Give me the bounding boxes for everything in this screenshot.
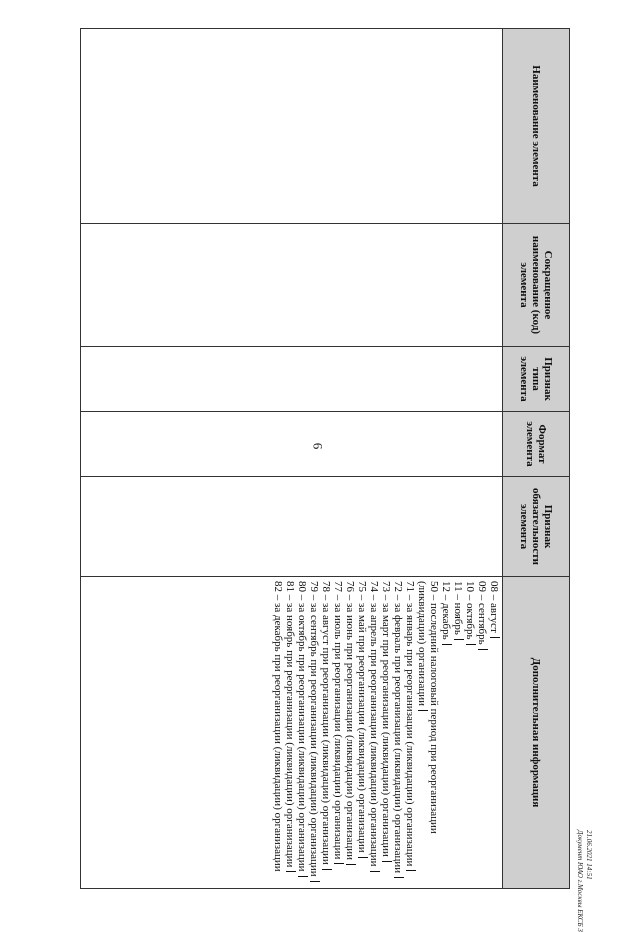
- list-item: 72 – за февраль при реорганизации (ликвидации) организации: [392, 581, 404, 884]
- list-item: 76 – за июнь при реорганизации (ликвидации) организации: [344, 581, 356, 884]
- list-item: 71 – за январь при реорганизации (ликвидации) организации: [404, 581, 416, 884]
- header-format: Формат элемента: [503, 412, 570, 477]
- cell-required-flag: [81, 477, 503, 577]
- list-item: 12 – декабрь: [440, 581, 452, 884]
- cell-short-name: [81, 224, 503, 347]
- list-item: 50 – последний налоговый период при реорганизации (ликвидации) организации: [416, 581, 440, 834]
- list-item: 79 – за сентябрь при реорганизации (ликвидации) организации: [308, 581, 320, 884]
- list-item: 74 – за апрель при реорганизации (ликвидации) организации: [368, 581, 380, 884]
- element-table: [80, 28, 570, 889]
- list-item: 73 – за март при реорганизации (ликвидации) организации: [380, 581, 392, 884]
- page-number: 6: [310, 442, 326, 450]
- list-item: 10 – октябрь: [464, 581, 476, 884]
- table-header-row: [503, 29, 570, 889]
- list-item: 82 – за декабрь при реорганизации (ликвидации) организации: [272, 581, 284, 872]
- list-item: 80 – за октябрь при реорганизации (ликвидации) организации: [296, 581, 308, 884]
- list-item: 75 – за май при реорганизации (ликвидации) организации: [356, 581, 368, 884]
- list-item: 77 – за июль при реорганизации (ликвидации) организации: [332, 581, 344, 884]
- footer-stamp-line1: 21.06.2021 14:51: [585, 830, 593, 880]
- header-required-flag: Признак обязательности элемента: [503, 477, 570, 577]
- cell-additional-info: [81, 577, 503, 889]
- list-item: 09 – сентябрь: [476, 581, 488, 884]
- header-element-name: Наименование элемента: [503, 29, 570, 224]
- cell-type-flag: [81, 347, 503, 412]
- table-canvas: [80, 28, 570, 888]
- list-item: 78 – за август при реорганизации (ликвидации) организации: [320, 581, 332, 884]
- cell-element-name: [81, 29, 503, 224]
- header-type-flag: Признак типа элемента: [503, 347, 570, 412]
- info-list: [272, 581, 500, 884]
- header-additional-info: Дополнительная информация: [503, 577, 570, 889]
- footer-stamp-line2: Документ ЮАО г.Москвы ЕКСБ 3: [576, 830, 584, 932]
- table-row: [81, 29, 503, 889]
- cell-format: [81, 412, 503, 477]
- list-item: 08 – август: [488, 581, 500, 884]
- list-item: 11 – ноябрь: [452, 581, 464, 884]
- list-item: 81 – за ноябрь при реорганизации (ликвидации) организации: [284, 581, 296, 884]
- header-short-name: Сокращенное наименование (код) элемента: [503, 224, 570, 347]
